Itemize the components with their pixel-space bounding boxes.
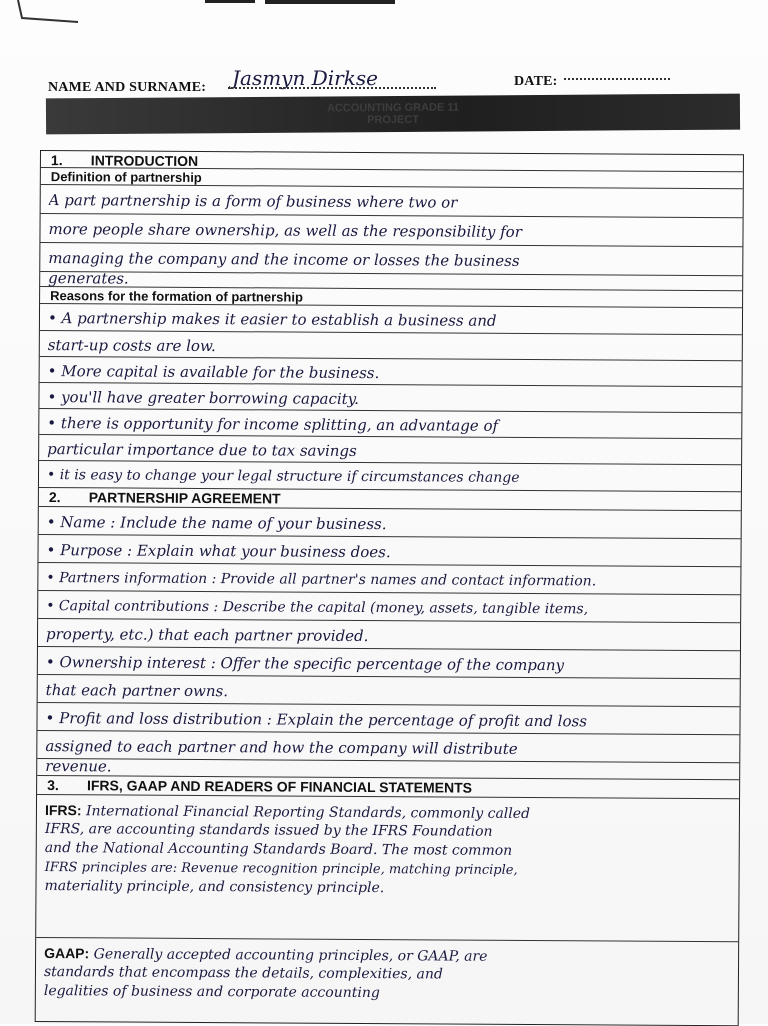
banner-title-line1: ACCOUNTING GRADE 11 [326,101,460,115]
agreement-line: • Ownership interest : Offer the specific percentage of the company [45,653,565,675]
section-2-number: 2. [48,489,61,506]
section-3-title: IFRS, GAAP AND READERS OF FINANCIAL STATEMENTS [86,777,473,796]
reasons-line-row [40,304,742,335]
gaap-text: Generally accepted accounting principles, or GAAP, are [89,946,488,965]
ifrs-line: IFRS, are accounting standards issued by the IFRS Foundation [44,821,493,840]
ifrs-line: and the National Accounting Standards Board. The most common [44,840,513,859]
reason-line: start-up costs are low. [47,336,216,356]
section-1-title: INTRODUCTION [90,152,199,169]
name-dotted-line [228,87,436,89]
banner-title [46,100,740,129]
agreement-line-row [38,619,740,651]
agreement-line: • Name : Include the name of your business. [46,513,387,534]
agreement-line-row [38,675,740,707]
definition-line-row [41,185,743,218]
agreement-line: property, etc.) that each partner provided. [45,625,369,646]
section-2-title: PARTNERSHIP AGREEMENT [88,489,281,507]
definition-line: generates. [48,269,129,288]
section-1-number: 1. [50,152,63,169]
gaap-line: legalities of business and corporate accounting [43,983,380,1002]
ifrs-block [36,795,739,942]
definition-line: managing the company and the income or losses the business [48,249,520,270]
date-label: DATE: [514,74,558,89]
agreement-line: assigned to each partner and how the company will distribute [45,737,518,758]
reason-line: • it is easy to change your legal structure if circumstances change [46,467,520,486]
top-edge-mark [265,0,395,4]
agreement-line-row [39,507,741,539]
reason-line: • A partnership makes it easier to establish a business and [47,309,497,330]
section-3-heading [47,777,472,796]
name-label: NAME AND SURNAME: [48,80,207,95]
ifrs-line: materiality principle, and consistency principle. [44,878,385,897]
title-banner [46,94,740,135]
ifrs-line: IFRS principles are: Revenue recognition principle, matching principle, [44,860,518,878]
reason-line: • More capital is available for the business. [47,362,380,383]
definition-line-row [40,214,742,247]
agreement-line-row [38,563,740,595]
ifrs-text: International Financial Reporting Standards, commonly called [81,803,531,823]
section-3-number: 3. [47,777,59,794]
definition-heading: Definition of partnership [50,169,202,185]
agreement-line: • Purpose : Explain what your business does. [46,541,391,562]
section-2-heading [49,489,281,506]
gaap-label: GAAP: [44,945,90,962]
definition-line: more people share ownership, as well as the responsibility for [48,220,522,241]
gaap-line: standards that encompass the details, complexities, and [43,964,443,983]
agreement-line: that each partner owns. [45,681,229,701]
section-1-heading [51,152,198,169]
gaap-block [36,938,738,1024]
definition-line: A part partnership is a form of business where two or [48,191,458,212]
agreement-line: • Profit and loss distribution : Explain the percentage of profit and loss [45,709,587,731]
reason-line: particular importance due to tax savings [47,440,357,460]
agreement-line-row [38,647,740,679]
agreement-line-row [37,703,739,735]
ifrs-label: IFRS: [44,802,82,819]
reason-line: • there is opportunity for income splitting, an advantage of [47,414,499,435]
banner-title-line2: PROJECT [367,113,420,127]
reasons-heading: Reasons for the formation of partnership [50,288,303,305]
agreement-line: • Partners information : Provide all partner's names and contact information. [46,570,597,590]
agreement-line: revenue. [45,757,112,776]
form-frame [35,150,744,1026]
corner-scribble [0,0,80,30]
agreement-line-row [38,535,740,567]
date-dotted-line [564,78,670,80]
reason-line: • you'll have greater borrowing capacity. [47,388,360,408]
reasons-line-row [39,461,741,492]
top-edge-mark [205,0,255,3]
agreement-line: • Capital contributions : Describe the capital (money, assets, tangible items, [46,598,589,618]
name-value: Jasmyn Dirkse [232,66,378,90]
agreement-line-row [38,591,740,623]
